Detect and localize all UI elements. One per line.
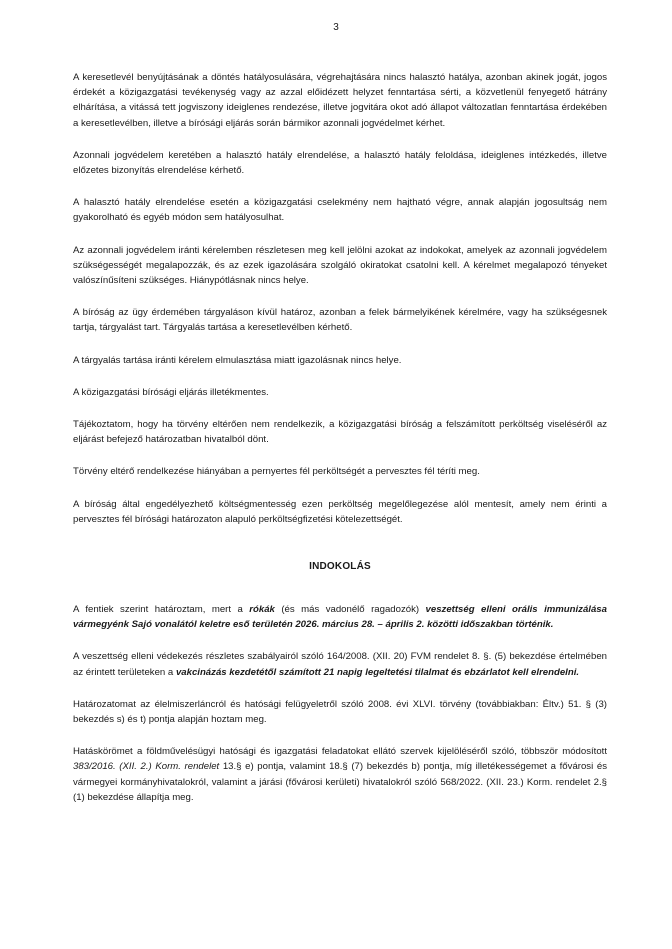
paragraph-kerelem-indokok: Az azonnali jogvédelem iránti kérelemben részletesen meg kell jelölni azokat az indokokat, amelyek az azonnali jogvédelem szükségességét megalapozzák, és az ezek igazolására szolgáló okiratokat csatolni kell. A kérelmet megalapozó tényeket valószínűsíteni szükséges. Hiánypótlásnak nincs helye.: [73, 244, 607, 287]
paragraph-pernyertes: Törvény eltérő rendelkezése hiányában a pernyertes fél perköltségét a pervesztes fél téríti meg.: [73, 466, 480, 478]
paragraph-targyalas: A bíróság az ügy érdemében tárgyaláson kívül határoz, azonban a felek bármelyikének kérelmére, vagy ha szükségesnek tartja, tárgyalást tart. Tárgyalás tartása a keresetlevélben kérhető.: [73, 307, 607, 334]
paragraph-indokolas-2: A veszettség elleni védekezés részletes szabályairól szóló 164/2008. (XII. 20) FVM rendelet 8. §. (5) bekezdése értelmében az érintett területeken a vakcinázás kezdetétől számított 21 napig legeltetési tilalmat és ebzárlatot kell elrendelni.: [73, 651, 607, 678]
paragraph-igazolas: A tárgyalás tartása iránti kérelem elmulasztása miatt igazolásnak nincs helye.: [73, 354, 402, 366]
page-number: 3: [333, 22, 339, 33]
paragraph-indokolas-3: Határozatomat az élelmiszerláncról és hatósági felügyeletről szóló 2008. évi XLVI. törvény (továbbiakban: Éltv.) 51. § (3) bekezdés s) és t) pontja alapján hoztam meg.: [73, 698, 607, 726]
paragraph-azonnali-jogvedelem: A keresetlevél benyújtásának a döntés hatályosulására, végrehajtására nincs halasztó hatálya, azonban akinek jogát, jogos érdekét a közigazgatási tevékenység vagy az azzal előidézett helyzet fenntartása sérti, a közvetlenül fenyegető hátrány elhárítása, a vitássá tett jogviszony ideiglenes rendezése, illetve jogvitára okot adó állapot változatlan fenntartása érdekében a keresetlevélben, illetve a bírósági eljárás során bármikor azonnali jogvédelmet kérhet.: [73, 72, 607, 129]
paragraph-azonnali-jogvedelem-formai: Azonnali jogvédelem keretében a halasztó hatály elrendelése, a halasztó hatály feloldása, ideiglenes intézkedés, illetve előzetes bizonyítás elrendelése kérhető.: [73, 149, 607, 177]
paragraph-indokolas-1: A fentiek szerint határoztam, mert a rókák (és más vadonélő ragadozók) veszettség elleni orális immunizálása vármegyénk Sajó vonalától keletre eső területén 2026. március 28. – április 2. közötti időszakban történik.: [73, 604, 607, 631]
paragraph-halaszto-hataly: A halasztó hatály elrendelése esetén a közigazgatási cselekmény nem hajtható végre, annak alapján jogosultság nem gyakorolható és egyéb módon sem hatályosulhat.: [73, 197, 607, 224]
paragraph-koltsegmentesseg: A bíróság által engedélyezhető költségmentesség ezen perköltség megelőlegezése alól mentesít, amely nem érinti a pervesztes fél bírósági határozaton alapuló perköltségfizetési kötelezettségét.: [73, 498, 607, 525]
paragraph-indokolas-4: Hatáskörömet a földművelésügyi hatósági és igazgatási feladatokat ellátó szervek kijelöléséről szóló, többször módosított 383/2016. (XII. 2.) Korm. rendelet 13.§ e) pontja, valamint 18.§ (7) bekezdés b) pontja, míg illetékességemet a fővárosi és vármegyei kormányhivatalokról, valamint a járási (fővárosi kerületi) hivatalokról szóló 568/2022. (XII. 23.) Korm. rendelet 2.§ (1) bekezdése állapítja meg.: [73, 746, 607, 803]
paragraph-illetekmentes: A közigazgatási bírósági eljárás illetékmentes.: [73, 386, 269, 398]
paragraph-perkoltseg: Tájékoztatom, hogy ha törvény eltérően nem rendelkezik, a közigazgatási bíróság a felszámított perköltség viseléséről az eljárást befejező határozatban hivatalból dönt.: [73, 419, 607, 446]
document-body: [73, 70, 607, 805]
section-heading-indokolas: INDOKOLÁS: [309, 561, 371, 573]
